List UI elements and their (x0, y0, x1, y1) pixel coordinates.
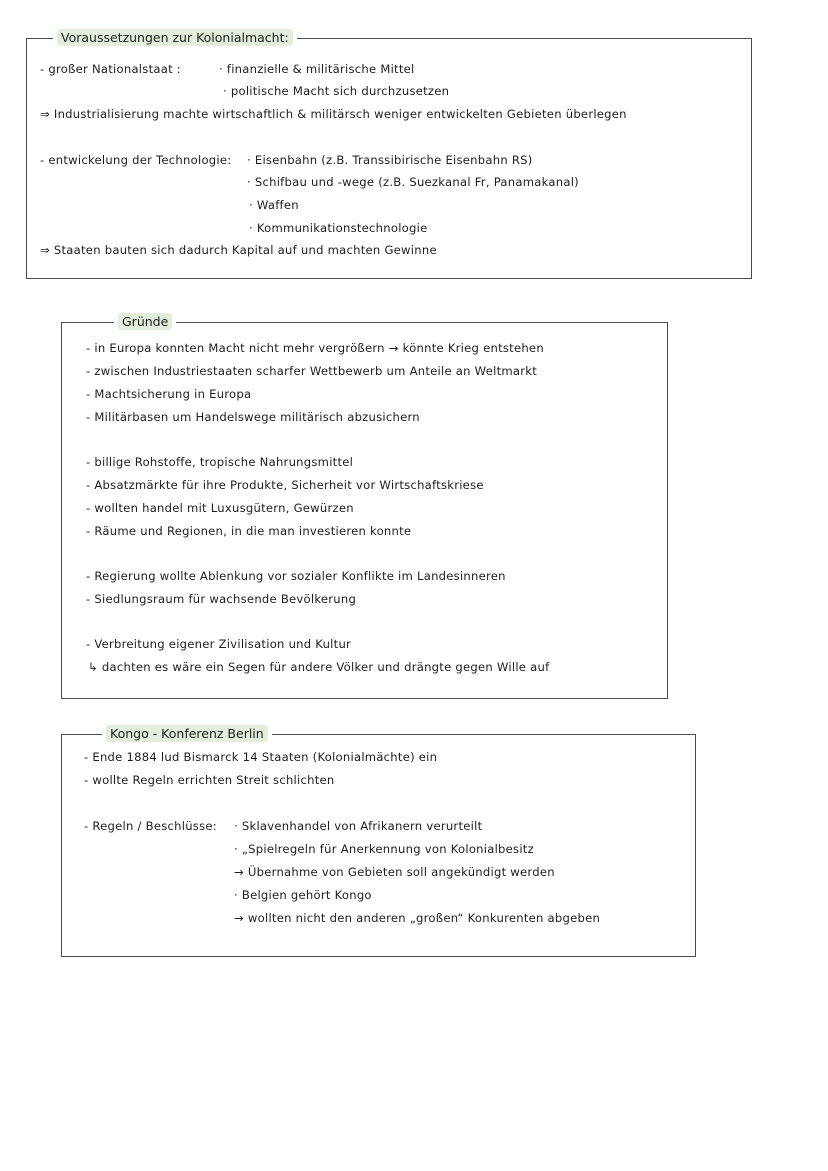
section-title-voraussetzungen: Voraussetzungen zur Kolonialmacht: (53, 28, 297, 48)
section-title-gruende: Gründe (114, 312, 176, 332)
section-voraussetzungen (26, 30, 752, 279)
regeln-label: - Regeln / Beschlüsse: (84, 819, 217, 833)
nationalstaat-label: - großer Nationalstaat : (40, 62, 181, 76)
kongo-item: - wollte Regeln errichten Streit schlichten (84, 773, 335, 787)
kongo-item: - Ende 1884 lud Bismarck 14 Staaten (Kolonialmächte) ein (84, 750, 438, 764)
nationalstaat-item-mittel: · finanzielle & militärische Mittel (219, 62, 415, 76)
section-kongo-konferenz (61, 726, 696, 957)
tech-item: · Waffen (249, 198, 299, 212)
regeln-item: · Belgien gehört Kongo (234, 888, 372, 902)
gruende-item: - Absatzmärkte für ihre Produkte, Sicherheit vor Wirtschaftskriese (86, 478, 484, 492)
regeln-item: → wollten nicht den anderen „großen“ Konkurenten abgeben (234, 911, 601, 925)
kapital-conclusion: ⇒ Staaten bauten sich dadurch Kapital auf und machten Gewinne (40, 243, 437, 257)
tech-item: · Eisenbahn (z.B. Transsibirische Eisenbahn RS) (247, 153, 533, 167)
tech-item: · Kommunikationstechnologie (249, 221, 428, 235)
nationalstaat-item-macht: · politische Macht sich durchzusetzen (223, 84, 450, 98)
gruende-item: - Verbreitung eigener Zivilisation und Kultur (86, 637, 352, 651)
section-gruende (61, 314, 668, 699)
gruende-item: - zwischen Industriestaaten scharfer Wettbewerb um Anteile an Weltmarkt (86, 364, 538, 378)
gruende-subitem: ↳ dachten es wäre ein Segen für andere Völker und drängte gegen Wille auf (88, 660, 550, 674)
regeln-item: · „Spielregeln für Anerkennung von Kolonialbesitz (234, 842, 534, 856)
gruende-item: - Regierung wollte Ablenkung vor sozialer Konflikte im Landesinneren (86, 569, 506, 583)
tech-item: · Schifbau und -wege (z.B. Suezkanal Fr, Panamakanal) (247, 175, 579, 189)
gruende-item: - Militärbasen um Handelswege militärisch abzusichern (86, 410, 420, 424)
gruende-item: - in Europa konnten Macht nicht mehr vergrößern → könnte Krieg entstehen (86, 341, 544, 355)
industrialisierung-conclusion: ⇒ Industrialisierung machte wirtschaftlich & militärsch weniger entwickelten Gebieten überlegen (40, 107, 627, 121)
section-title-kongo: Kongo - Konferenz Berlin (102, 724, 272, 744)
regeln-item: → Übernahme von Gebieten soll angekündigt werden (234, 865, 555, 879)
gruende-item: - Räume und Regionen, in die man investieren konnte (86, 524, 412, 538)
gruende-item: - billige Rohstoffe, tropische Nahrungsmittel (86, 455, 354, 469)
regeln-item: · Sklavenhandel von Afrikanern verurteilt (234, 819, 483, 833)
technologie-label: - entwickelung der Technologie: (40, 153, 232, 167)
gruende-item: - wollten handel mit Luxusgütern, Gewürzen (86, 501, 354, 515)
gruende-item: - Machtsicherung in Europa (86, 387, 252, 401)
gruende-item: - Siedlungsraum für wachsende Bevölkerung (86, 592, 357, 606)
